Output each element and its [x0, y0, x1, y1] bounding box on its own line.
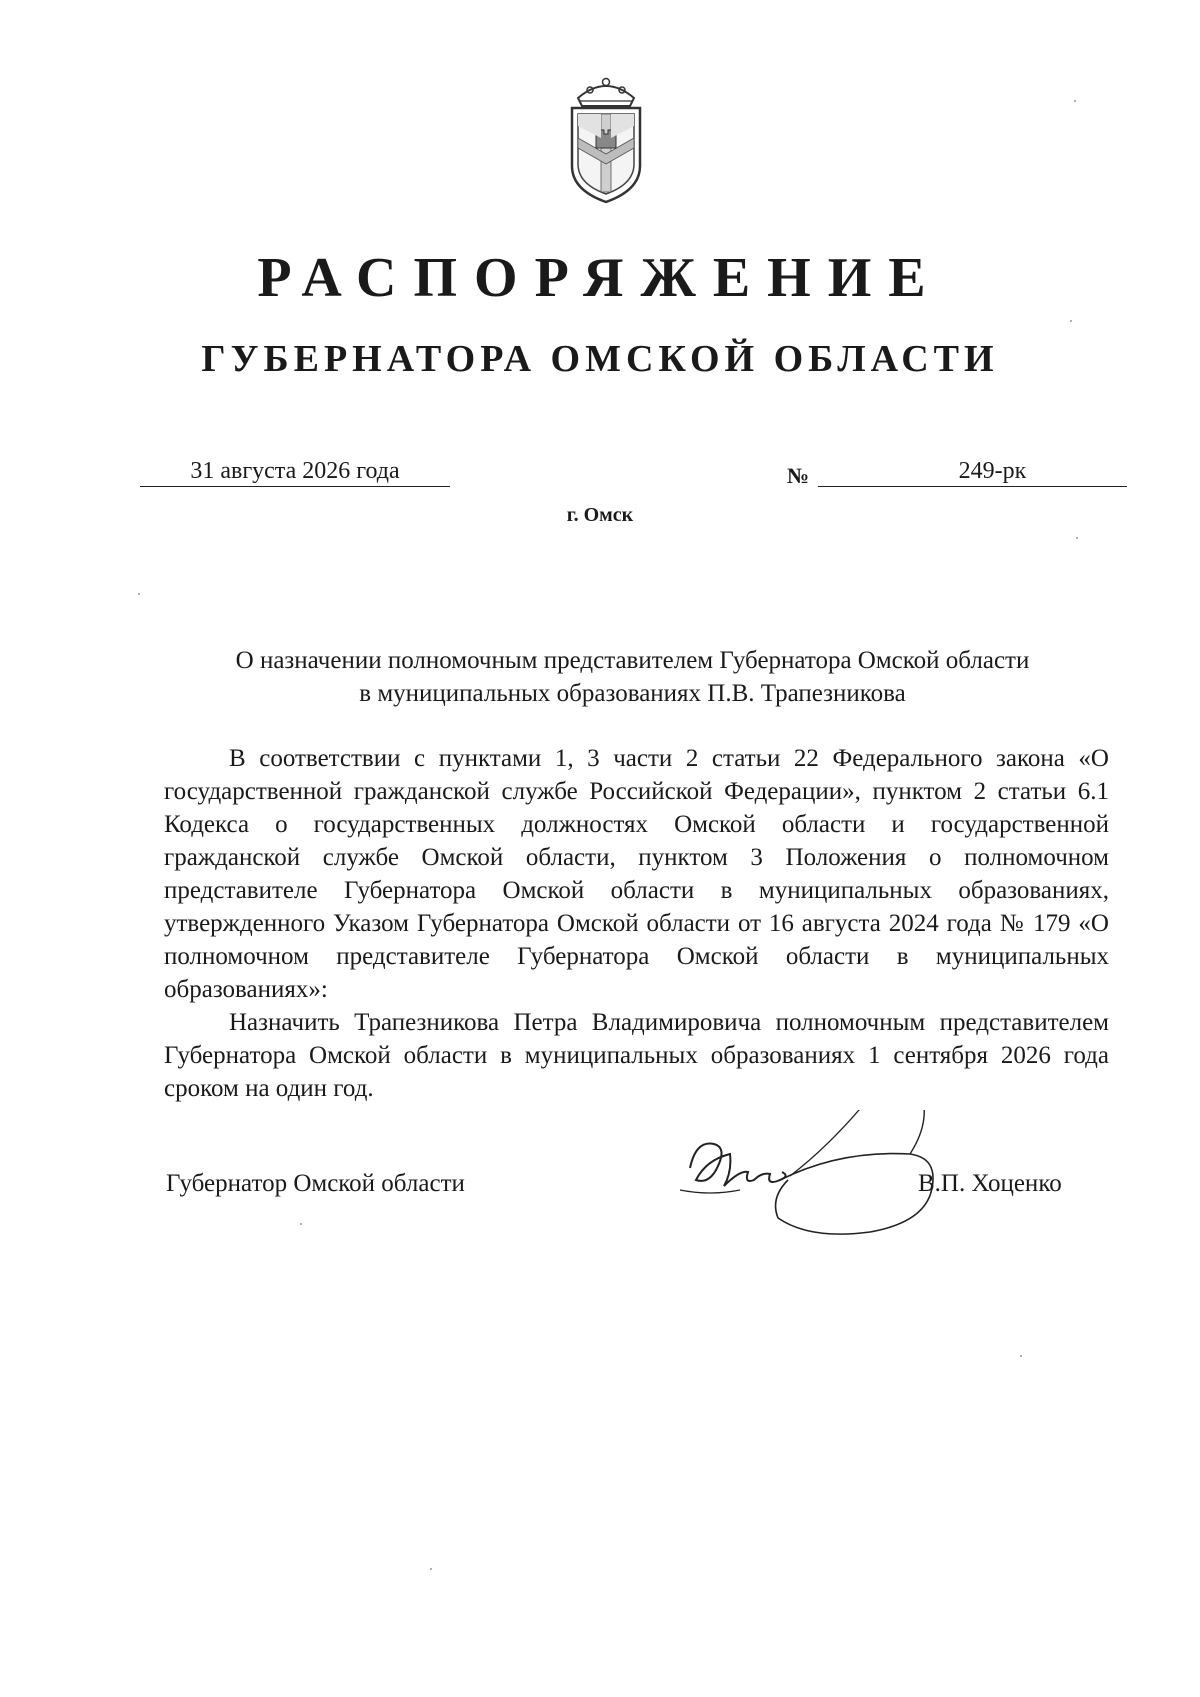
coat-of-arms-icon	[566, 68, 646, 206]
body-paragraph-legal-basis: В соответствии с пунктами 1, 3 части 2 статьи 22 Федерального закона «О государственной гражданской службе Российской Федерации», пунктом 2 статьи 6.1 Кодекса о государственных должностях Омской области и государственной гражданской службе Омской области, пунктом 3 Положения о полномочном представителе Губернатора Омской области в муниципальных образованиях, утвержденного Указом Губернатора Омской области от 16 августа 2024 года № 179 «О полномочном представителе Губернатора Омской области в муниципальных образованиях»:	[164, 745, 1109, 1003]
issuing-authority-heading: ГУБЕРНАТОРА ОМСКОЙ ОБЛАСТИ	[201, 338, 999, 380]
scan-speck	[138, 593, 140, 595]
document-date: 31 августа 2026 года	[140, 456, 450, 487]
scan-speck	[300, 1223, 302, 1225]
document-number: 249-рк	[958, 458, 1027, 484]
document-title	[160, 644, 1105, 710]
signatory-position: Губернатор Омской области	[166, 1170, 465, 1197]
scan-speck	[1076, 537, 1078, 539]
scan-speck	[1074, 100, 1076, 102]
scan-speck	[1070, 320, 1072, 322]
number-sign: №	[787, 463, 810, 488]
body-paragraph-decision: Назначить Трапезникова Петра Владимировича полномочным представителем Губернатора Омской области в муниципальных образованиях 1 сентября 2026 года сроком на один год.	[164, 1009, 1109, 1102]
scan-speck	[430, 1568, 432, 1570]
document-title-line-1: О назначении полномочным представителем Губернатора Омской области	[235, 647, 1030, 674]
scan-speck	[1020, 1355, 1022, 1357]
signatory-name: В.П. Хоценко	[918, 1170, 1062, 1197]
document-type-heading: РАСПОРЯЖЕНИЕ	[257, 247, 943, 309]
city-label: г. Омск	[566, 504, 634, 526]
document-title-line-2: в муниципальных образованиях П.В. Трапезникова	[359, 680, 906, 707]
document-body	[164, 742, 1109, 1105]
document-number-field	[818, 456, 1127, 487]
